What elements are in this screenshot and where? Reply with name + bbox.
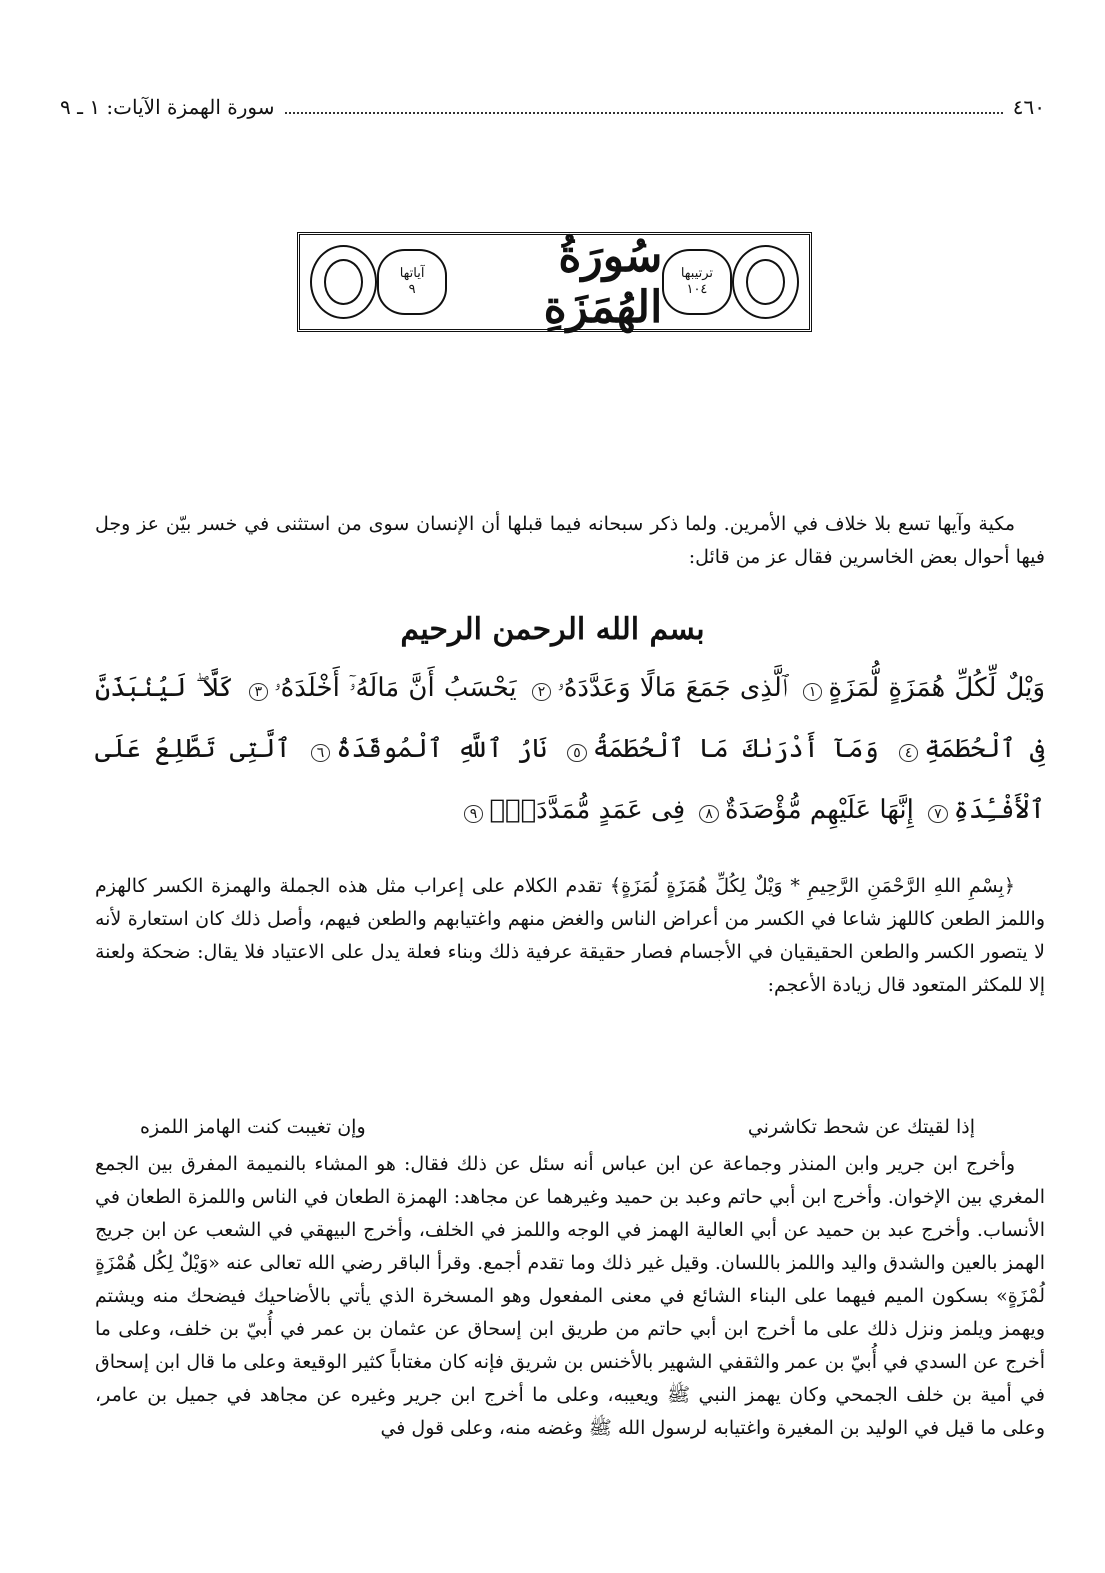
- ayah-number: ٧: [928, 805, 948, 823]
- intro-text: مكية وآيها تسع بلا خلاف في الأمرين. ولما ذكر سبحانه فيما قبلها أن الإنسان سوى من استثنى في خسر بيّن عز وجل فيها أحوال بعض الخاسرين فقال عز من قائل:: [95, 513, 1045, 568]
- quran-verses: [95, 660, 1045, 843]
- ayah-text: إِنَّهَا عَلَيْهِم مُّؤْصَدَةٌ: [724, 795, 914, 825]
- basmala: بسم الله الرحمن الرحيم: [400, 612, 705, 647]
- verse-hemistich-1: إذا لقيتك عن شحط تكاشرني: [747, 1116, 975, 1138]
- order-value: ١٠٤: [686, 282, 708, 297]
- ayah-number: ١: [803, 683, 823, 701]
- ayah-number: ٦: [311, 744, 331, 762]
- order-medallion: [662, 249, 731, 315]
- ornament-icon: [732, 245, 799, 319]
- ayah-number: ٥: [567, 744, 587, 762]
- poetry-verse: [140, 1116, 975, 1138]
- ayah-text: كَلَّا ۖ لَيُنۢبَذَنَّ فِى ٱلْحُطَمَةِ: [95, 673, 1046, 764]
- page-number: ٤٦٠: [1012, 95, 1045, 119]
- running-title: سورة الهمزة الآيات: ١ ـ ٩: [60, 95, 275, 119]
- sura-banner: [297, 232, 812, 332]
- verses-label: آياتها: [399, 266, 425, 282]
- sura-title: سُورَةُ الهُمَزَةِ: [543, 231, 663, 333]
- commentary-text: ﴿بِسْمِ اللهِ الرَّحْمَنِ الرَّحِيمِ * وَيْلٌ لِكُلِّ هُمَزَةٍ لُمَزَةٍ﴾ تقدم الكلام على إعراب مثل هذه الجملة والهمزة الكسر كالهزم واللمز الطعن كاللهز شاعا في الكسر من أعراض الناس والغض منهم واغتيابهم والطعن فيهم، وأصل ذلك كان استعارة لأنه لا يتصور الكسر والطعن الحقيقيان في الأجسام فصار حقيقة عرفية ذلك وبناء فعلة يدل على الاعتياد فلا يقال: ضحكة ولعنة إلا للمكثر المتعود قال زيادة الأعجم:: [95, 875, 1045, 996]
- intro-paragraph: [95, 508, 1045, 574]
- running-header: [60, 92, 1045, 122]
- ayah-number: ٨: [699, 805, 719, 823]
- ayah-number: ٩: [464, 805, 484, 823]
- header-dots: [285, 100, 1003, 114]
- verses-value: ٩: [408, 282, 416, 297]
- commentary-paragraph: [95, 870, 1045, 1002]
- order-label: ترتيبها: [680, 266, 714, 282]
- ornament-icon: [310, 245, 377, 319]
- ayah-text: ٱلَّتِى تَطَّلِعُ عَلَى ٱلْأَفْـِٔدَةِ: [95, 734, 1045, 825]
- ayah-text: وَيْلٌ لِّكُلِّ هُمَزَةٍ لُّمَزَةٍ: [828, 673, 1046, 703]
- ayah-number: ٢: [532, 683, 552, 701]
- commentary-paragraph-2: [95, 1148, 1045, 1445]
- commentary-text-2: وأخرج ابن جرير وابن المنذر وجماعة عن ابن عباس أنه سئل عن ذلك فقال: هو المشاء بالنميمة المفرق بين الجمع المغري بين الإخوان. وأخرج ابن أبي حاتم وعبد بن حميد وغيرهما عن مجاهد: الهمزة الطعان في الناس واللمزة الطعان في الأنساب. وأخرج عبد بن حميد عن أبي العالية الهمز في الوجه واللمز في الخلف، وأخرج البيهقي في الشعب عن ابن جريج الهمز بالعين والشدق واليد واللمز باللسان. وقيل غير ذلك وما تقدم أجمع. وقرأ الباقر رضي الله تعالى عنه «وَيْلٌ لِكُل هُمْزَةٍ لُمْزَةٍ» بسكون الميم فيهما على البناء الشائع في معنى المفعول وهو المسخرة الذي يأتي بالأضاحيك فيضحك منه ويشتم ويهمز ويلمز ونزل ذلك على ما أخرج ابن أبي حاتم من طريق ابن إسحاق عن عثمان بن عمر في أُبيّ بن خلف، وعلى ما أخرج عن السدي في أُبيّ بن عمر والثقفي الشهير بالأخنس بن شريق فإنه كان مغتاباً كثير الوقيعة وعلى ما قال ابن إسحاق في أمية بن خلف الجمحي وكان يهمز النبي ﷺ ويعيبه، وعلى ما أخرج ابن جرير وغيره عن مجاهد في جميل بن عامر، وعلى ما قيل في الوليد بن المغيرة واغتيابه لرسول الله ﷺ وغضه منه، وعلى قول في: [95, 1153, 1046, 1439]
- ayah-text: نَارُ ٱللَّهِ ٱلْمُوقَدَةُ: [336, 734, 548, 764]
- ayah-text: وَمَآ أَدْرَىٰكَ مَا ٱلْحُطَمَةُ: [592, 734, 879, 764]
- ayah-text: فِى عَمَدٍ مُّمَدَّدَةٍۭ: [489, 795, 686, 825]
- verses-medallion: [377, 249, 446, 315]
- ayah-text: ٱلَّذِى جَمَعَ مَالًا وَعَدَّدَهُۥ: [557, 673, 788, 703]
- ayah-text: يَحْسَبُ أَنَّ مَالَهُۥٓ أَخْلَدَهُۥ: [274, 673, 517, 703]
- ayah-number: ٣: [249, 683, 269, 701]
- ayah-number: ٤: [899, 744, 919, 762]
- verse-hemistich-2: وإن تغيبت كنت الهامز اللمزه: [140, 1116, 366, 1138]
